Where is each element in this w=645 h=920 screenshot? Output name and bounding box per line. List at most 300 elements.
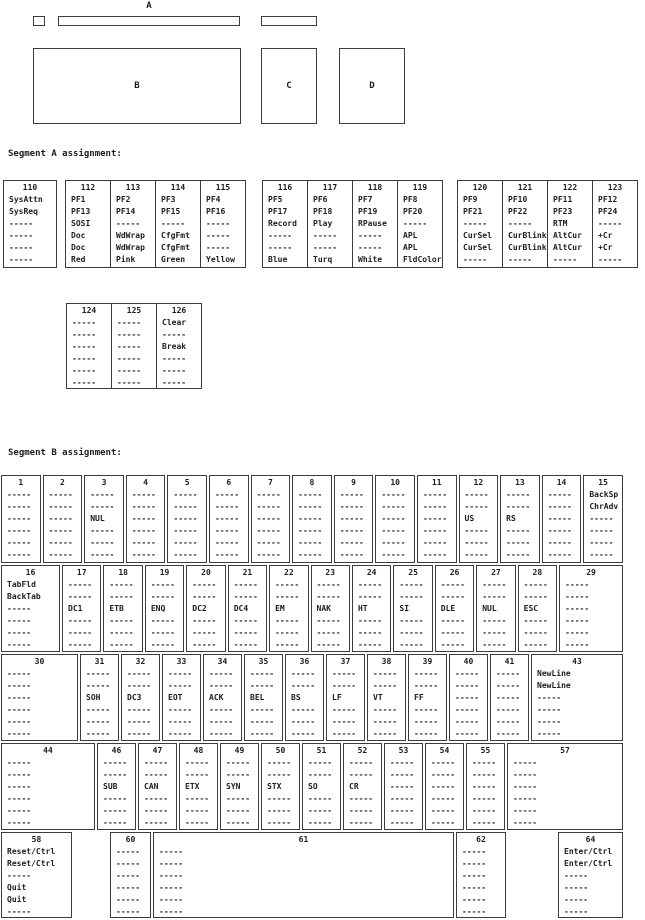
top-right-bar [261,16,317,26]
key-number: 14 [556,478,567,487]
key-assignment-line: ----- [7,758,32,767]
key-48 [179,743,218,830]
key-assignment-line: ----- [159,871,184,880]
key-assignment-line: PF23 [553,207,573,216]
key-number: 44 [43,746,53,755]
key-assignment-line: ----- [523,580,548,589]
key-assignment-line: ----- [482,628,507,637]
key-assignment-line: DC1 [68,604,83,613]
key-assignment-line: ----- [7,871,32,880]
key-assignment-line: ----- [209,729,234,738]
key-assignment-line: US [464,514,475,523]
key-assignment-line: ----- [268,243,293,252]
key-assignment-line: Pink [116,255,136,264]
key-assignment-line: ----- [496,729,521,738]
key-15 [583,475,623,563]
key-assignment-line: ----- [250,705,275,714]
key-assignment-line: ----- [226,818,251,827]
key-assignment-line: ----- [422,502,448,511]
key-assignment-line: ----- [192,628,217,637]
key-assignment-line: DC3 [127,693,142,702]
key-assignment-line: ----- [162,330,187,339]
key-assignment-line: ----- [564,883,589,892]
key-number: 22 [284,568,294,577]
key-assignment-line: ----- [131,550,156,559]
key-assignment-line: SysAttn [9,195,43,204]
key-assignment-line: ----- [192,616,217,625]
key-assignment-line: ----- [214,550,240,559]
key-assignment-line: PF8 [403,195,418,204]
key-assignment-line: ----- [256,514,281,523]
key-assignment-line: RTM [553,219,568,228]
key-assignment-line: ----- [173,514,198,523]
key-assignment-line: ----- [116,883,141,892]
key-assignment-line: ----- [117,342,142,351]
key-assignment-line: ----- [472,758,497,767]
key-assignment-line: ----- [9,243,34,252]
key-assignment-line: ----- [144,806,169,815]
key-assignment-line: ----- [399,616,424,625]
key-assignment-line: ----- [275,580,300,589]
key-assignment-line: ----- [565,616,590,625]
key-assignment-line: ----- [440,640,465,649]
key-assignment-line: ----- [127,705,152,714]
key-assignment-line: ----- [553,255,578,264]
key-number: 13 [515,478,525,487]
key-number: 24 [366,568,377,577]
key-assignment-line: ----- [144,770,169,779]
key-assignment-line: ----- [332,729,357,738]
key-number: 10 [390,478,400,487]
key-32 [121,654,160,741]
key-34 [203,654,242,741]
segment-b-box-label: B [134,81,140,91]
key-assignment-line: ----- [414,669,439,678]
key-assignment-line: ----- [589,538,614,547]
key-assignment-line: ----- [117,354,142,363]
key-assignment-line: ----- [523,628,548,637]
key-54 [425,743,464,830]
key-assignment-line: ----- [162,378,187,387]
key-assignment-line: RPause [358,219,387,228]
key-assignment-line: ----- [373,681,398,690]
key-assignment-line: ----- [116,907,141,916]
key-19 [145,565,184,652]
key-assignment-line: ----- [159,847,184,856]
key-assignment-line: ----- [357,640,383,649]
segment-a-group-110 [3,180,57,268]
key-assignment-line: SUB [103,782,118,791]
key-assignment-line: Doc [71,243,86,252]
key-assignment-line: ----- [68,580,93,589]
key-assignment-line: ----- [316,640,341,649]
key-assignment-line: ----- [103,818,128,827]
key-assignment-line: ----- [150,640,175,649]
key-23 [311,565,350,652]
key-assignment-line: Green [161,255,186,264]
key-number: 17 [76,568,87,577]
key-assignment-line: ----- [48,538,73,547]
key-assignment-line: ----- [214,514,240,523]
segment-b-box [33,48,241,124]
key-assignment-line: ----- [523,616,548,625]
key-assignment-line: ----- [298,502,323,511]
key-assignment-line: ----- [431,770,456,779]
key-assignment-line: ----- [506,502,531,511]
key-assignment-line: ----- [349,770,374,779]
key-60 [110,832,151,918]
key-assignment-line: ----- [185,770,210,779]
key-assignment-line: ----- [298,538,323,547]
key-assignment-line: ----- [168,681,193,690]
key-assignment-line: ----- [455,729,480,738]
key-assignment-line: Yellow [206,255,235,264]
key-number: 4 [143,478,148,487]
key-41 [490,654,529,741]
key-assignment-line: Enter/Ctrl [564,847,613,856]
key-assignment-line: ----- [506,550,531,559]
key-number: 58 [31,835,42,844]
key-number: 126 [171,306,187,315]
key-assignment-line: ETB [109,604,124,613]
key-assignment-line: ----- [316,616,341,625]
key-assignment-line: ----- [144,818,169,827]
key-assignment-line: ----- [399,640,424,649]
key-assignment-line: ----- [7,502,32,511]
key-assignment-line: CfgFmt [161,231,190,240]
key-number: 6 [226,478,232,487]
key-assignment-line: AltCur [553,231,582,240]
key-assignment-line: ----- [168,669,193,678]
key-47 [138,743,177,830]
key-39 [408,654,447,741]
key-assignment-line: ----- [332,717,357,726]
key-26 [435,565,474,652]
key-assignment-line: ----- [161,219,186,228]
key-number: 125 [126,306,142,315]
key-assignment-line: PF3 [161,195,176,204]
key-17 [62,565,101,652]
key-114 [155,180,201,268]
key-assignment-line: ----- [316,592,341,601]
key-assignment-line: ----- [506,490,531,499]
key-assignment-line: PF16 [206,207,226,216]
key-assignment-line: ----- [116,871,141,880]
key-assignment-line: Break [162,342,187,351]
key-assignment-line: ----- [214,490,240,499]
key-assignment-line: APL [403,231,418,240]
key-assignment-line: ----- [72,378,97,387]
key-27 [476,565,515,652]
key-number: 26 [449,568,460,577]
key-assignment-line: ----- [206,243,231,252]
key-44 [1,743,95,830]
key-assignment-line: ----- [313,243,338,252]
key-28 [518,565,557,652]
key-assignment-line: ----- [7,616,32,625]
key-assignment-line: ----- [564,895,589,904]
key-assignment-line: ----- [506,526,531,535]
key-assignment-line: ----- [506,538,531,547]
key-assignment-line: CAN [144,782,159,791]
key-assignment-line: ----- [131,490,156,499]
key-assignment-line: ----- [131,538,156,547]
key-assignment-line: ----- [117,378,142,387]
key-assignment-line: ----- [298,514,323,523]
key-assignment-line: ----- [547,550,572,559]
key-assignment-line: ----- [523,592,548,601]
key-64 [558,832,623,918]
key-assignment-line: LF [332,693,342,702]
key-52 [343,743,382,830]
segment-d-box [339,48,405,124]
key-29 [559,565,623,652]
key-assignment-line: ----- [275,640,300,649]
key-assignment-line: +Cr [598,243,613,252]
key-assignment-line: ----- [589,526,614,535]
key-assignment-line: ----- [109,580,134,589]
key-assignment-line: ----- [462,871,487,880]
key-assignment-line: ACK [209,693,224,702]
key-number: 27 [491,568,501,577]
key-assignment-line: ----- [496,669,521,678]
key-assignment-line: ----- [7,526,32,535]
key-assignment-line: ----- [523,640,548,649]
key-assignment-line: ----- [564,907,589,916]
key-assignment-line: ----- [339,526,364,535]
key-assignment-line: ----- [589,550,614,559]
key-assignment-line: PF14 [116,207,136,216]
key-assignment-line: ----- [373,705,398,714]
key-assignment-line: NUL [482,604,497,613]
key-assignment-line: ----- [349,818,374,827]
key-assignment-line: CurSel [463,231,492,240]
key-assignment-line: ----- [116,847,141,856]
key-assignment-line: ----- [233,580,258,589]
key-assignment-line: ----- [159,883,184,892]
key-assignment-line: ----- [233,592,258,601]
key-assignment-line: ----- [472,782,497,791]
key-assignment-line: ----- [414,717,439,726]
key-assignment-line: ----- [349,794,374,803]
segment-a-bar-label: A [146,1,152,11]
key-assignment-line: ----- [298,550,323,559]
key-assignment-line: ----- [513,794,538,803]
key-assignment-line: ----- [308,818,333,827]
key-assignment-line: ----- [86,681,111,690]
key-assignment-line: SI [399,604,410,613]
key-number: 19 [159,568,170,577]
key-51 [302,743,341,830]
key-assignment-line: ----- [381,526,406,535]
segment-b-row-2 [1,565,623,652]
key-assignment-line: ----- [7,640,32,649]
key-number: 9 [351,478,356,487]
key-assignment-line: ----- [464,550,489,559]
key-assignment-line: ----- [390,770,415,779]
key-assignment-line: ----- [7,907,32,916]
key-assignment-line: ----- [357,592,383,601]
key-assignment-line: ----- [482,640,507,649]
key-assignment-line: ----- [9,231,34,240]
key-assignment-line: ----- [390,794,415,803]
key-assignment-line: ----- [462,883,487,892]
key-assignment-line: ----- [513,758,538,767]
key-assignment-line: ----- [150,592,175,601]
key-number: 43 [572,657,582,666]
key-35 [244,654,283,741]
key-assignment-line: ----- [565,640,590,649]
key-assignment-line: ----- [357,616,383,625]
key-assignment-line: PF11 [553,195,573,204]
key-assignment-line: ----- [117,366,142,375]
key-assignment-line: ----- [109,640,134,649]
key-number: 16 [25,568,36,577]
key-assignment-line: ----- [275,616,300,625]
key-number: 115 [215,183,231,192]
key-assignment-line: ----- [256,526,281,535]
key-assignment-line: ----- [144,758,169,767]
key-number: 38 [381,657,392,666]
key-assignment-line: White [358,255,383,264]
key-number: 61 [298,835,309,844]
key-assignment-line: ----- [339,550,364,559]
key-assignment-line: ----- [455,693,480,702]
key-assignment-line: ----- [431,758,456,767]
key-assignment-line: ----- [90,502,115,511]
key-number: 52 [357,746,368,755]
key-assignment-line: ----- [422,490,448,499]
key-number: 33 [176,657,187,666]
key-assignment-line: ----- [598,219,623,228]
key-assignment-line: ----- [291,729,316,738]
key-assignment-line: ----- [291,705,316,714]
key-assignment-line: ----- [462,895,487,904]
key-assignment-line: ----- [291,681,316,690]
key-assignment-line: ChrAdv [589,502,619,511]
key-assignment-line: ----- [192,592,217,601]
key-number: 25 [408,568,418,577]
key-assignment-line: ----- [381,490,406,499]
key-assignment-line: ----- [127,669,152,678]
key-number: 112 [80,183,96,192]
key-assignment-line: ----- [358,243,383,252]
key-118 [352,180,398,268]
key-assignment-line: ----- [472,818,497,827]
key-number: 120 [472,183,488,192]
key-assignment-line: ----- [339,502,364,511]
key-assignment-line: ----- [547,514,572,523]
key-assignment-line: ----- [267,794,292,803]
key-assignment-line: ----- [462,907,487,916]
key-assignment-line: ----- [72,354,97,363]
key-assignment-line: ----- [159,907,184,916]
key-assignment-line: ----- [564,871,589,880]
key-assignment-line: ----- [565,628,590,637]
key-assignment-line: ----- [482,592,507,601]
key-18 [103,565,142,652]
key-assignment-line: ----- [168,729,193,738]
key-assignment-line: Reset/Ctrl [7,847,56,856]
key-assignment-line: ----- [162,366,187,375]
key-assignment-line: ----- [440,616,465,625]
key-122 [547,180,593,268]
key-assignment-line: ----- [185,758,210,767]
key-assignment-line: NewLine [537,669,571,678]
key-number: 31 [94,657,105,666]
segment-a-group-112-115 [65,180,246,268]
key-assignment-line: ----- [422,538,448,547]
key-assignment-line: ----- [214,526,240,535]
key-assignment-line: ----- [7,782,32,791]
key-119 [397,180,443,268]
key-assignment-line: ----- [414,729,439,738]
key-number: 30 [34,657,45,666]
key-assignment-line: ----- [109,616,134,625]
key-assignment-line: ----- [72,330,97,339]
key-assignment-line: ----- [291,717,316,726]
segment-b-row-5 [0,832,645,918]
key-number: 62 [476,835,486,844]
key-assignment-line: ----- [267,758,292,767]
key-6 [209,475,249,563]
key-assignment-line: ----- [103,770,128,779]
key-number: 37 [340,657,351,666]
key-assignment-line: ----- [414,705,439,714]
key-assignment-line: ----- [463,219,488,228]
key-assignment-line: PF6 [313,195,328,204]
key-assignment-line: ----- [109,628,134,637]
key-assignment-line: ----- [316,628,341,637]
key-assignment-line: Blue [268,255,288,264]
key-assignment-line: ----- [358,231,383,240]
key-assignment-line: ----- [547,526,572,535]
key-24 [352,565,391,652]
key-25 [393,565,432,652]
key-assignment-line: ----- [267,770,292,779]
key-assignment-line: ----- [103,794,128,803]
key-assignment-line: ----- [7,490,32,499]
key-assignment-line: ----- [513,806,538,815]
key-assignment-line: ----- [464,502,489,511]
key-assignment-line: ----- [127,729,152,738]
key-assignment-line: ----- [214,502,240,511]
key-assignment-line: PF19 [358,207,378,216]
key-assignment-line: ----- [440,628,465,637]
key-assignment-line: EOT [168,693,183,702]
key-number: 28 [532,568,543,577]
key-1 [1,475,41,563]
key-assignment-line: ----- [117,318,142,327]
key-assignment-line: ----- [332,669,357,678]
key-assignment-line: DLE [440,604,456,613]
key-assignment-line: ----- [233,628,258,637]
key-number: 57 [560,746,570,755]
key-assignment-line: ----- [256,550,281,559]
key-assignment-line: BackSp [589,490,619,499]
key-number: 124 [81,306,97,315]
key-number: 18 [118,568,128,577]
key-assignment-line: ----- [565,604,590,613]
key-assignment-line: ----- [496,705,521,714]
key-assignment-line: ----- [7,681,32,690]
key-assignment-line: ----- [226,770,251,779]
key-assignment-line: ----- [339,538,364,547]
key-assignment-line: Doc [71,231,86,240]
key-number: 118 [367,183,383,192]
key-assignment-line: ----- [185,806,210,815]
key-assignment-line: Play [313,219,333,228]
